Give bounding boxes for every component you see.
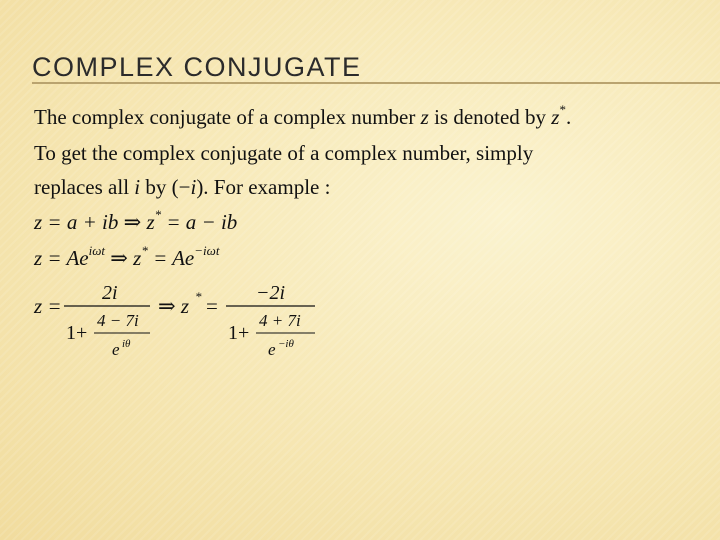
conjugate-star: *: [559, 102, 566, 117]
eq3-z: z =: [34, 294, 62, 318]
instruction-text-b: by (−: [140, 175, 191, 199]
eq2-rhs-exp: −iωt: [194, 243, 220, 258]
variable-i: i: [134, 175, 141, 199]
eq3-inner-num-left: 4 − 7i: [97, 311, 139, 330]
eq2-star: *: [141, 243, 148, 258]
eq3-inner-den-right: e: [268, 340, 276, 359]
equation-polar: [34, 243, 220, 271]
eq3-inner-den-right-exp: −iθ: [278, 338, 294, 350]
eq3-star: *: [195, 289, 202, 304]
slide-title: COMPLEX CONJUGATE: [32, 52, 362, 82]
eq3-inner-den-left-exp: iθ: [122, 338, 131, 350]
definition-period: .: [565, 105, 572, 129]
title-underline: [32, 82, 720, 84]
instruction-line-1: To get the complex conjugate of a complex number, simply: [34, 141, 534, 165]
eq1-star: *: [154, 207, 162, 222]
conjugate-symbol: z: [551, 105, 560, 129]
definition-line: [34, 102, 572, 130]
eq1-rhs: = a − ib: [161, 210, 238, 234]
eq3-inner-num-right: 4 + 7i: [259, 311, 301, 330]
eq3-equals: =: [206, 294, 218, 318]
instruction-text-c: ). For example :: [196, 175, 331, 199]
variable-i-neg: i: [190, 175, 197, 199]
eq3-arrow: ⇒ z: [158, 294, 190, 318]
eq3-inner-den-left: e: [112, 340, 120, 359]
eq2-rhs: = Ae: [147, 246, 195, 270]
variable-z: z: [420, 105, 429, 129]
equation-cartesian: [34, 207, 238, 235]
equation-fraction: [30, 278, 330, 368]
instruction-text-a: replaces all: [34, 175, 135, 199]
eq2-lhs-exp: iωt: [88, 243, 106, 258]
eq3-one-right: 1+: [228, 322, 250, 344]
eq1-lhs: z = a + ib ⇒ z: [34, 210, 155, 234]
eq3-num-right: −2i: [256, 282, 286, 304]
eq2-lhs: z = Ae: [34, 246, 89, 270]
definition-text-b: is denoted by: [428, 105, 552, 129]
definition-text-a: The complex conjugate of a complex number: [34, 105, 421, 129]
eq3-num-left: 2i: [102, 282, 118, 304]
eq2-mid: ⇒ z: [105, 246, 142, 270]
instruction-line-2: [34, 175, 330, 200]
eq3-one-left: 1+: [66, 322, 88, 344]
